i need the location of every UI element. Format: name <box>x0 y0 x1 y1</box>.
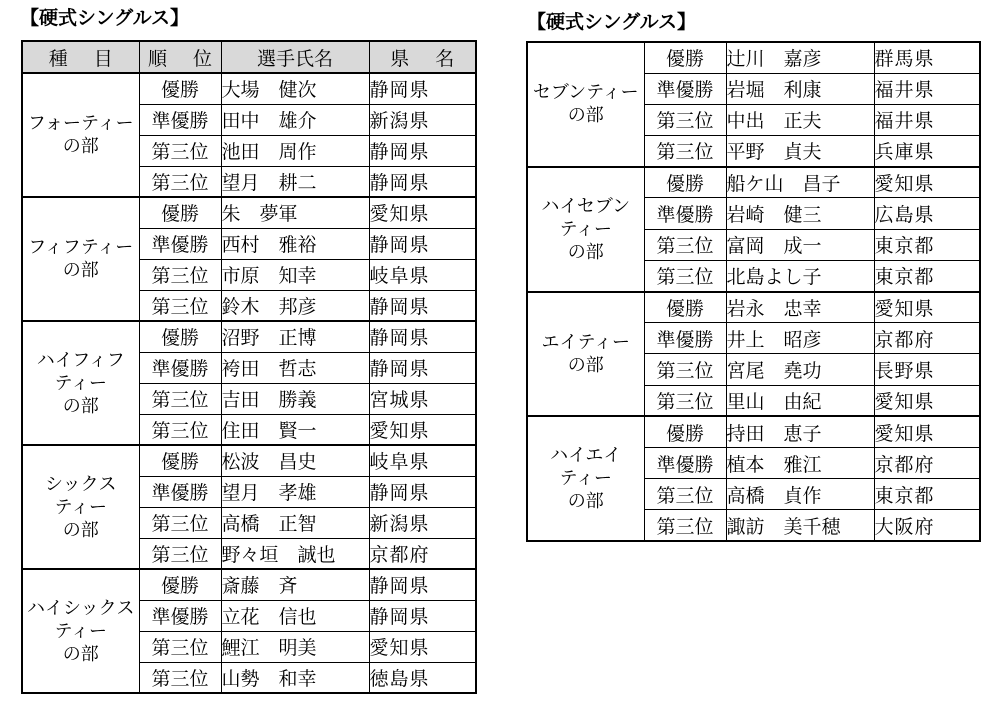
rank-cell: 第三位 <box>644 104 726 135</box>
player-name-cell: 松波 昌史 <box>221 445 369 476</box>
player-name-cell: 富岡 成一 <box>726 229 874 260</box>
header-event <box>22 41 139 73</box>
prefecture-cell: 東京都 <box>874 229 980 260</box>
table-row <box>22 73 476 104</box>
rank-cell: 準優勝 <box>644 323 726 354</box>
left-table-title: 【硬式シングルス】 <box>20 7 190 29</box>
player-name-cell: 鈴木 邦彦 <box>221 290 369 321</box>
prefecture-cell: 愛知県 <box>369 631 476 662</box>
prefecture-cell: 長野県 <box>874 354 980 385</box>
right-table-title: 【硬式シングルス】 <box>527 11 697 33</box>
table-row <box>22 321 476 352</box>
rank-cell: 優勝 <box>139 569 221 600</box>
table-row <box>22 197 476 228</box>
rank-cell: 優勝 <box>644 292 726 323</box>
prefecture-cell: 静岡県 <box>369 569 476 600</box>
rank-cell: 優勝 <box>139 321 221 352</box>
event-category-cell: フォーティー の部 <box>22 73 139 197</box>
event-category-cell: ハイセブン ティー の部 <box>527 167 644 292</box>
prefecture-cell: 愛知県 <box>874 292 980 323</box>
header-name <box>221 41 369 73</box>
player-name-cell: 野々垣 誠也 <box>221 538 369 569</box>
header-pref <box>369 41 476 73</box>
player-name-cell: 西村 雅裕 <box>221 228 369 259</box>
rank-cell: 第三位 <box>644 385 726 416</box>
table-row <box>527 292 980 323</box>
rank-cell: 第三位 <box>139 414 221 445</box>
prefecture-cell: 静岡県 <box>369 476 476 507</box>
player-name-cell: 北島よし子 <box>726 260 874 291</box>
prefecture-cell: 静岡県 <box>369 290 476 321</box>
prefecture-cell: 静岡県 <box>369 135 476 166</box>
prefecture-cell: 静岡県 <box>369 73 476 104</box>
prefecture-cell: 愛知県 <box>874 385 980 416</box>
player-name-cell: 田中 雄介 <box>221 104 369 135</box>
prefecture-cell: 広島県 <box>874 198 980 229</box>
player-name-cell: 岩永 忠幸 <box>726 292 874 323</box>
event-category-cell: フィフティー の部 <box>22 197 139 321</box>
event-category-cell: ハイフィフ ティー の部 <box>22 321 139 445</box>
prefecture-cell: 福井県 <box>874 104 980 135</box>
header-row <box>22 41 476 73</box>
player-name-cell: 平野 貞夫 <box>726 136 874 167</box>
rank-cell: 第三位 <box>644 260 726 291</box>
player-name-cell: 袴田 哲志 <box>221 352 369 383</box>
prefecture-cell: 福井県 <box>874 73 980 104</box>
player-name-cell: 望月 耕二 <box>221 166 369 197</box>
player-name-cell: 高橋 正智 <box>221 507 369 538</box>
player-name-cell: 岩堀 利康 <box>726 73 874 104</box>
rank-cell: 第三位 <box>139 631 221 662</box>
rank-cell: 第三位 <box>644 510 726 541</box>
player-name-cell: 持田 恵子 <box>726 416 874 447</box>
table-row <box>22 569 476 600</box>
header-rank-char-1: 順 <box>147 47 167 70</box>
player-name-cell: 沼野 正博 <box>221 321 369 352</box>
prefecture-cell: 徳島県 <box>369 662 476 693</box>
event-category-cell: シックス ティー の部 <box>22 445 139 569</box>
rank-cell: 優勝 <box>644 167 726 198</box>
player-name-cell: 中出 正夫 <box>726 104 874 135</box>
prefecture-cell: 岐阜県 <box>369 445 476 476</box>
player-name-cell: 辻川 嘉彦 <box>726 42 874 73</box>
prefecture-cell: 兵庫県 <box>874 136 980 167</box>
prefecture-cell: 京都府 <box>369 538 476 569</box>
rank-cell: 第三位 <box>139 290 221 321</box>
player-name-cell: 大場 健次 <box>221 73 369 104</box>
rank-cell: 第三位 <box>139 383 221 414</box>
player-name-cell: 市原 知幸 <box>221 259 369 290</box>
right-results-table <box>526 41 981 542</box>
player-name-cell: 立花 信也 <box>221 600 369 631</box>
prefecture-cell: 岐阜県 <box>369 259 476 290</box>
prefecture-cell: 愛知県 <box>874 416 980 447</box>
event-category-cell: ハイエイ ティー の部 <box>527 416 644 541</box>
rank-cell: 優勝 <box>139 197 221 228</box>
header-rank <box>139 41 221 73</box>
header-event-char-1: 種 <box>48 47 68 70</box>
player-name-cell: 里山 由紀 <box>726 385 874 416</box>
event-category-cell: エイティー の部 <box>527 292 644 417</box>
table-row <box>527 42 980 73</box>
rank-cell: 第三位 <box>644 229 726 260</box>
player-name-cell: 望月 孝雄 <box>221 476 369 507</box>
rank-cell: 優勝 <box>644 42 726 73</box>
rank-cell: 第三位 <box>139 166 221 197</box>
rank-cell: 優勝 <box>139 73 221 104</box>
prefecture-cell: 群馬県 <box>874 42 980 73</box>
rank-cell: 第三位 <box>139 135 221 166</box>
player-name-cell: 山勢 和幸 <box>221 662 369 693</box>
rank-cell: 準優勝 <box>139 228 221 259</box>
table-row <box>527 167 980 198</box>
rank-cell: 準優勝 <box>644 447 726 478</box>
rank-cell: 第三位 <box>644 136 726 167</box>
player-name-cell: 池田 周作 <box>221 135 369 166</box>
player-name-cell: 鯉江 明美 <box>221 631 369 662</box>
header-pref-char-2: 名 <box>435 47 455 70</box>
rank-cell: 第三位 <box>139 507 221 538</box>
table-row <box>527 416 980 447</box>
rank-cell: 第三位 <box>139 259 221 290</box>
prefecture-cell: 大阪府 <box>874 510 980 541</box>
rank-cell: 準優勝 <box>139 600 221 631</box>
left-results-table <box>21 40 477 694</box>
header-pref-char-1: 県 <box>390 47 410 70</box>
player-name-cell: 朱 夢軍 <box>221 197 369 228</box>
rank-cell: 準優勝 <box>139 104 221 135</box>
rank-cell: 第三位 <box>644 479 726 510</box>
prefecture-cell: 静岡県 <box>369 352 476 383</box>
prefecture-cell: 愛知県 <box>369 197 476 228</box>
player-name-cell: 諏訪 美千穂 <box>726 510 874 541</box>
prefecture-cell: 新潟県 <box>369 104 476 135</box>
header-rank-char-2: 位 <box>193 47 213 70</box>
prefecture-cell: 東京都 <box>874 479 980 510</box>
prefecture-cell: 静岡県 <box>369 228 476 259</box>
player-name-cell: 住田 賢一 <box>221 414 369 445</box>
prefecture-cell: 静岡県 <box>369 600 476 631</box>
rank-cell: 優勝 <box>139 445 221 476</box>
player-name-cell: 岩崎 健三 <box>726 198 874 229</box>
rank-cell: 準優勝 <box>644 73 726 104</box>
player-name-cell: 植本 雅江 <box>726 447 874 478</box>
rank-cell: 第三位 <box>139 662 221 693</box>
event-category-cell: ハイシックス ティー の部 <box>22 569 139 693</box>
prefecture-cell: 愛知県 <box>369 414 476 445</box>
player-name-cell: 船ケ山 昌子 <box>726 167 874 198</box>
player-name-cell: 斎藤 斉 <box>221 569 369 600</box>
event-category-cell: セブンティー の部 <box>527 42 644 167</box>
prefecture-cell: 宮城県 <box>369 383 476 414</box>
rank-cell: 第三位 <box>644 354 726 385</box>
prefecture-cell: 京都府 <box>874 323 980 354</box>
prefecture-cell: 静岡県 <box>369 166 476 197</box>
rank-cell: 優勝 <box>644 416 726 447</box>
prefecture-cell: 京都府 <box>874 447 980 478</box>
prefecture-cell: 東京都 <box>874 260 980 291</box>
player-name-cell: 吉田 勝義 <box>221 383 369 414</box>
prefecture-cell: 新潟県 <box>369 507 476 538</box>
header-name-label: 選手氏名 <box>256 47 333 70</box>
player-name-cell: 高橋 貞作 <box>726 479 874 510</box>
player-name-cell: 宮尾 堯功 <box>726 354 874 385</box>
rank-cell: 準優勝 <box>644 198 726 229</box>
rank-cell: 第三位 <box>139 538 221 569</box>
rank-cell: 準優勝 <box>139 476 221 507</box>
player-name-cell: 井上 昭彦 <box>726 323 874 354</box>
prefecture-cell: 愛知県 <box>874 167 980 198</box>
rank-cell: 準優勝 <box>139 352 221 383</box>
prefecture-cell: 静岡県 <box>369 321 476 352</box>
table-row <box>22 445 476 476</box>
header-event-char-2: 目 <box>93 47 113 70</box>
